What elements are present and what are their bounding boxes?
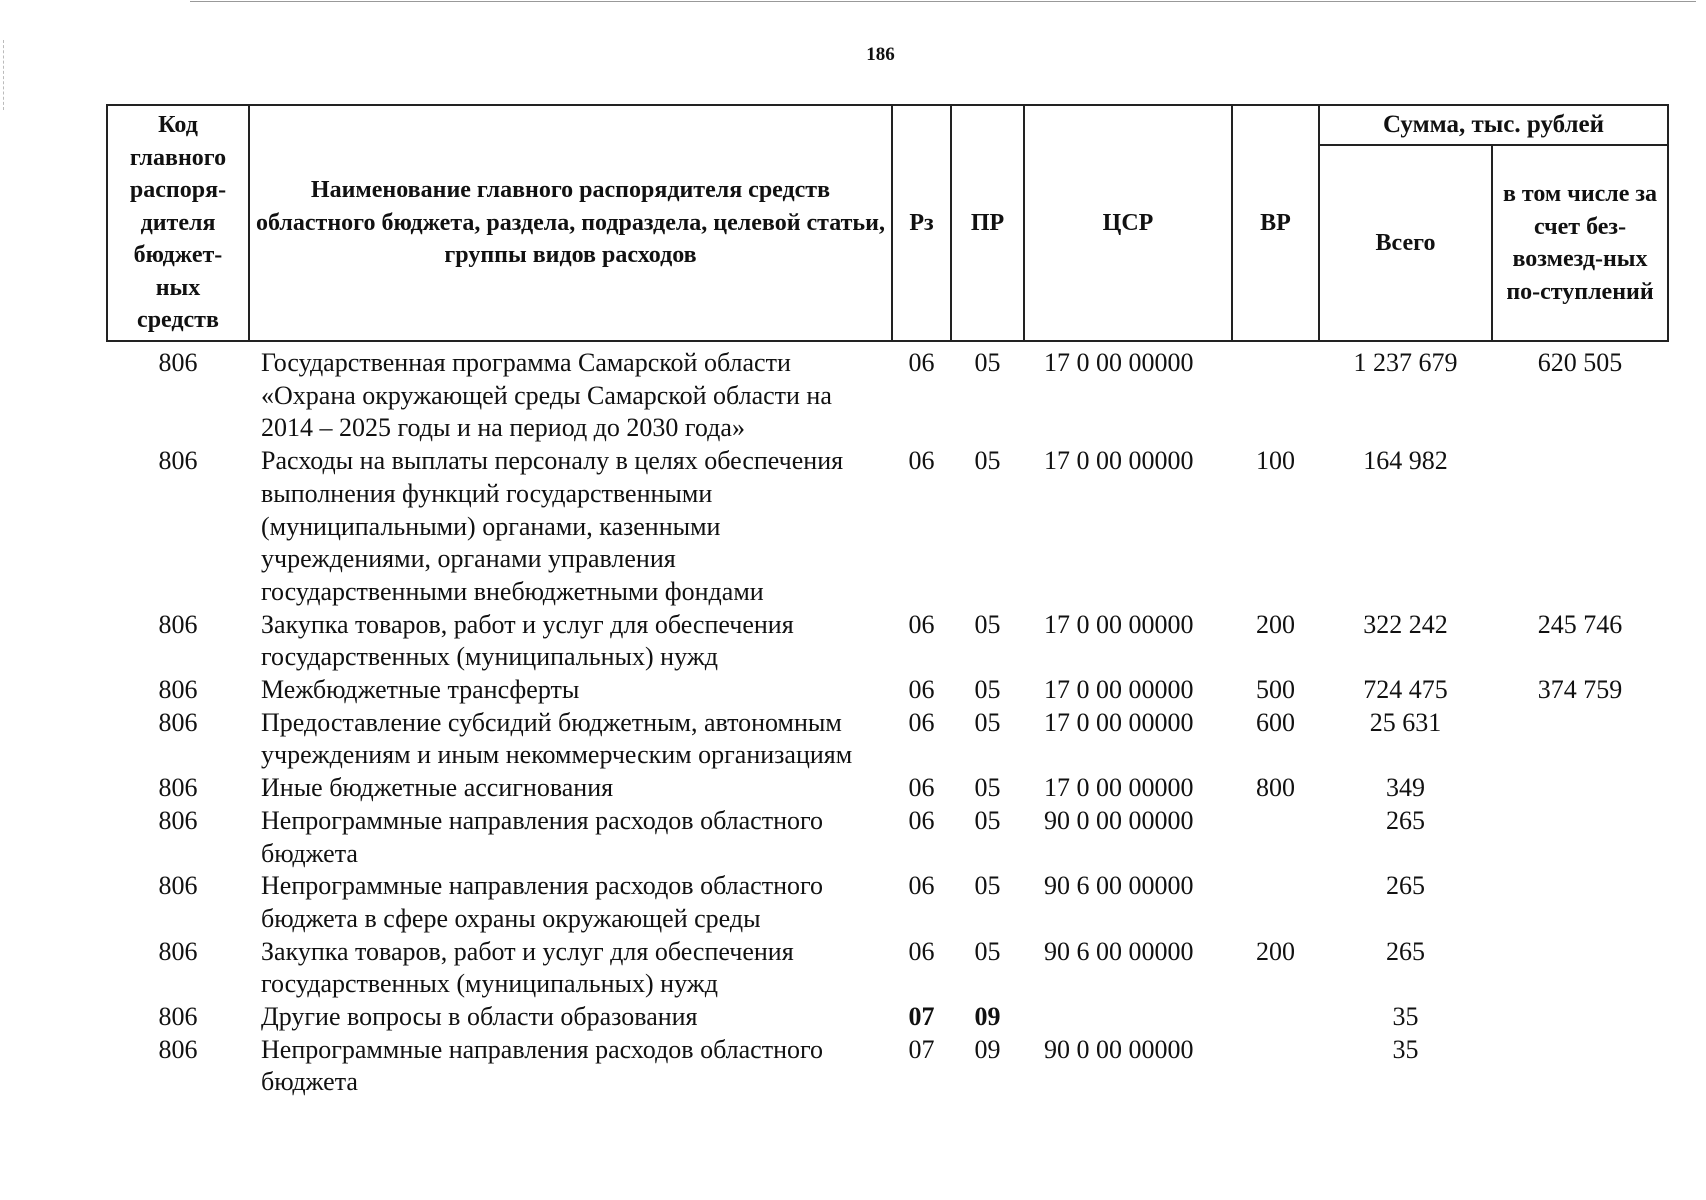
cell-name: Расходы на выплаты персоналу в целях обеспечения выполнения функций государственными (муниципальными) органами, казенными учреждениями, органами управления государственными внебюджетными фондами <box>261 446 844 606</box>
cell-rz: 07 <box>908 1034 935 1064</box>
page-number: 186 <box>866 44 895 65</box>
cell-total: 349 <box>1386 773 1425 803</box>
budget-table <box>106 104 1669 1099</box>
cell-total: 724 475 <box>1363 675 1448 705</box>
cell-code: 806 <box>158 609 198 639</box>
cell-rz: 06 <box>908 936 935 966</box>
cell-rz: 06 <box>908 446 935 476</box>
header-pr: ПР <box>951 105 1024 341</box>
cell-grant <box>1492 772 1668 805</box>
cell-total: 265 <box>1386 805 1425 835</box>
cell-name: Закупка товаров, работ и услуг для обеспечения государственных (муниципальных) нужд <box>261 936 794 999</box>
cell-grant: 245 746 <box>1537 609 1623 639</box>
cell-code: 806 <box>158 348 198 377</box>
table-row <box>107 805 1668 870</box>
cell-pr: 05 <box>974 446 1001 476</box>
cell-csr: 17 0 00 00000 <box>1044 348 1194 377</box>
cell-total: 265 <box>1386 871 1425 901</box>
cell-vr <box>1232 870 1319 935</box>
cell-csr: 17 0 00 00000 <box>1044 773 1194 803</box>
header-vr: ВР <box>1232 105 1319 341</box>
table-header <box>107 105 1668 341</box>
cell-name: Государственная программа Самарской области «Охрана окружающей среды Самарской области на 2014 – 2025 годы и на период до 2030 года» <box>261 348 832 443</box>
table-row <box>107 674 1668 707</box>
cell-name: Предоставление субсидий бюджетным, автономным учреждениям и иным некоммерческим организациям <box>261 707 853 770</box>
cell-total: 35 <box>1392 1034 1419 1064</box>
cell-rz: 06 <box>908 805 935 835</box>
cell-rz: 06 <box>908 609 935 639</box>
header-grant: в том числе за счет без-возмезд-ных по-ступлений <box>1492 145 1668 341</box>
header-rz: Рз <box>892 105 951 341</box>
header-code: Код главного распоря-дителя бюджет-ных средств <box>107 105 249 341</box>
cell-pr: 09 <box>974 1002 1001 1032</box>
cell-code: 806 <box>158 1002 198 1032</box>
cell-vr <box>1232 1034 1319 1099</box>
cell-grant <box>1492 870 1668 935</box>
cell-vr <box>1232 805 1319 870</box>
cell-csr <box>1024 1001 1232 1034</box>
cell-rz: 06 <box>908 871 935 901</box>
budget-table-container <box>106 104 1667 1099</box>
cell-pr: 09 <box>974 1034 1001 1064</box>
cell-grant <box>1492 1034 1668 1099</box>
cell-name: Закупка товаров, работ и услуг для обеспечения государственных (муниципальных) нужд <box>261 609 794 672</box>
cell-grant: 374 759 <box>1537 675 1623 705</box>
cell-total: 35 <box>1392 1002 1419 1032</box>
cell-grant <box>1492 1001 1668 1034</box>
cell-total: 265 <box>1386 936 1425 966</box>
cell-code: 806 <box>158 936 198 966</box>
header-csr: ЦСР <box>1024 105 1232 341</box>
cell-csr: 17 0 00 00000 <box>1044 609 1194 639</box>
table-row <box>107 870 1668 935</box>
cell-csr: 90 0 00 00000 <box>1044 1034 1194 1064</box>
cell-grant <box>1492 707 1668 772</box>
cell-grant: 620 505 <box>1537 348 1623 377</box>
cell-csr: 90 6 00 00000 <box>1044 871 1194 901</box>
cell-rz: 06 <box>908 707 935 737</box>
cell-csr: 17 0 00 00000 <box>1044 675 1194 705</box>
cell-total: 1 237 679 <box>1353 348 1458 377</box>
cell-pr: 05 <box>974 707 1001 737</box>
cell-grant <box>1492 445 1668 609</box>
cell-total: 164 982 <box>1363 446 1448 476</box>
table-row <box>107 445 1668 609</box>
cell-name: Непрограммные направления расходов областного бюджета <box>261 805 823 868</box>
cell-code: 806 <box>158 707 198 737</box>
table-row <box>107 772 1668 805</box>
cell-total: 25 631 <box>1369 707 1442 737</box>
cell-grant <box>1492 936 1668 1001</box>
table-row <box>107 341 1668 445</box>
cell-rz: 06 <box>908 675 935 705</box>
cell-vr: 600 <box>1256 707 1295 737</box>
cell-pr: 05 <box>974 871 1001 901</box>
cell-grant <box>1492 805 1668 870</box>
cell-code: 806 <box>158 871 198 901</box>
table-body <box>107 341 1668 1099</box>
cell-pr: 05 <box>974 675 1001 705</box>
cell-code: 806 <box>158 1034 198 1064</box>
cell-pr: 05 <box>974 773 1001 803</box>
table-row <box>107 936 1668 1001</box>
cell-name: Непрограммные направления расходов областного бюджета в сфере охраны окружающей среды <box>261 871 823 933</box>
cell-name: Иные бюджетные ассигнования <box>261 773 614 803</box>
cell-rz: 06 <box>908 773 935 803</box>
header-sum-group: Сумма, тыс. рублей <box>1319 105 1668 145</box>
cell-name: Непрограммные направления расходов областного бюджета <box>261 1034 823 1097</box>
cell-total: 322 242 <box>1363 609 1448 639</box>
cell-pr: 05 <box>974 936 1001 966</box>
cell-name: Межбюджетные трансферты <box>261 675 580 705</box>
cell-vr: 500 <box>1256 675 1295 705</box>
cell-vr: 200 <box>1256 936 1295 966</box>
cell-code: 806 <box>158 446 198 476</box>
cell-vr: 100 <box>1256 446 1295 476</box>
top-border-line <box>190 1 1696 2</box>
cell-csr: 90 0 00 00000 <box>1044 805 1194 835</box>
cell-code: 806 <box>158 805 198 835</box>
cell-code: 806 <box>158 773 198 803</box>
table-row <box>107 1034 1668 1099</box>
table-row <box>107 609 1668 674</box>
cell-code: 806 <box>158 675 198 705</box>
cell-csr: 90 6 00 00000 <box>1044 936 1194 966</box>
cell-rz: 07 <box>908 1002 935 1032</box>
cell-name: Другие вопросы в области образования <box>261 1002 698 1032</box>
cell-pr: 05 <box>974 805 1001 835</box>
cell-vr <box>1232 341 1319 445</box>
table-row <box>107 1001 1668 1034</box>
cell-vr: 200 <box>1256 609 1295 639</box>
table-row <box>107 707 1668 772</box>
header-total: Всего <box>1319 145 1492 341</box>
cell-vr <box>1232 1001 1319 1034</box>
header-name: Наименование главного распорядителя средств областного бюджета, раздела, подраздела, целевой статьи, группы видов расходов <box>249 105 892 341</box>
cell-csr: 17 0 00 00000 <box>1044 707 1194 737</box>
cell-rz: 06 <box>908 348 935 377</box>
cell-pr: 05 <box>974 348 1001 377</box>
cell-vr: 800 <box>1256 773 1295 803</box>
cell-csr: 17 0 00 00000 <box>1044 446 1194 476</box>
cell-pr: 05 <box>974 609 1001 639</box>
